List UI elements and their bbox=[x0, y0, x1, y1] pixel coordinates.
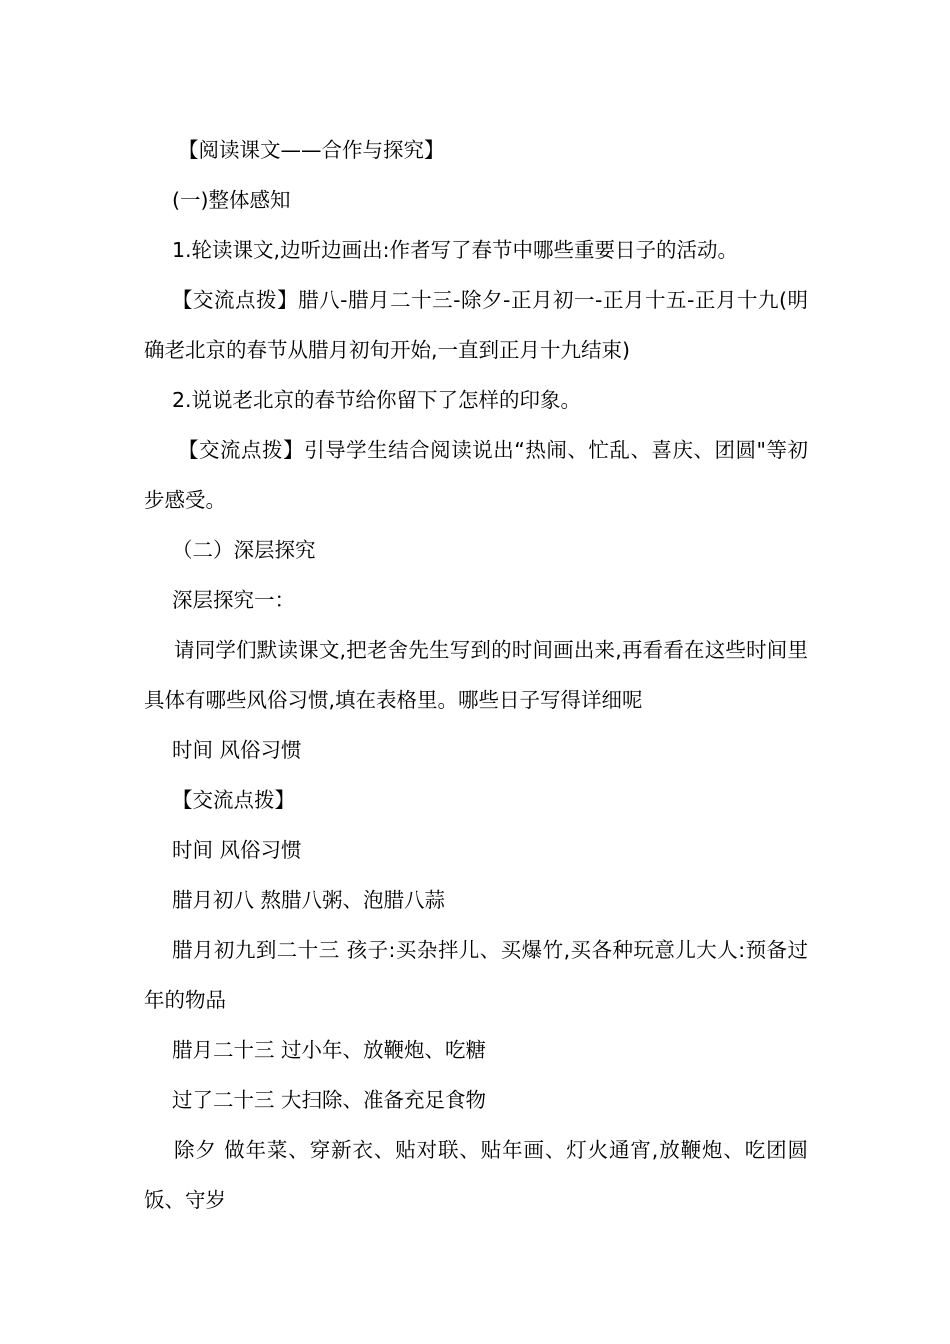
table-header-line: 时间 风俗习惯 bbox=[172, 738, 302, 762]
task-1-answer-paragraph: 【交流点拨】腊八-腊月二十三-除夕-正月初一-正月十五-正月十九(明确老北京的春节从腊月初旬开始,一直到正月十九结束) bbox=[144, 288, 808, 362]
custom-row-after-23rd: 过了二十三 大扫除、准备充足食物 bbox=[172, 1088, 487, 1112]
task-1-paragraph: 1.轮读课文,边听边画出:作者写了春节中哪些重要日子的活动。 bbox=[172, 238, 738, 262]
deep-exploration-one-heading: 深层探究一： bbox=[172, 588, 295, 612]
custom-row-new-years-eve: 除夕 做年菜、穿新衣、贴对联、贴年画、灯火通宵,放鞭炮、吃团圆饭、守岁 bbox=[144, 1138, 808, 1212]
document-body bbox=[144, 125, 808, 1225]
answer-table-header-line: 时间 风俗习惯 bbox=[172, 838, 302, 862]
task-2-answer-paragraph: 【交流点拨】引导学生结合阅读说出“热闹、忙乱、喜庆、团圆"等初步感受。 bbox=[144, 438, 808, 512]
custom-row-ninth-to-23rd: 腊月初九到二十三 孩子:买杂拌儿、买爆竹,买各种玩意儿大人:预备过年的物品 bbox=[144, 938, 808, 1012]
section-heading-reading: 【阅读课文——合作与探究】 bbox=[178, 138, 445, 162]
subsection-heading-deep: （二）深层探究 bbox=[172, 538, 316, 562]
answer-label: 【交流点拨】 bbox=[172, 788, 295, 812]
subsection-heading-overall: (一)整体感知 bbox=[172, 188, 291, 212]
deep-exploration-instruction: 请同学们默读课文,把老舍先生写到的时间画出来,再看看在这些时间里具体有哪些风俗习惯,填在表格里。哪些日子写得详细呢 bbox=[144, 638, 808, 712]
custom-row-laba: 腊月初八 熬腊八粥、泡腊八蒜 bbox=[172, 888, 446, 912]
custom-row-23rd: 腊月二十三 过小年、放鞭炮、吃糖 bbox=[172, 1038, 487, 1062]
task-2-paragraph: 2.说说老北京的春节给你留下了怎样的印象。 bbox=[172, 388, 582, 412]
